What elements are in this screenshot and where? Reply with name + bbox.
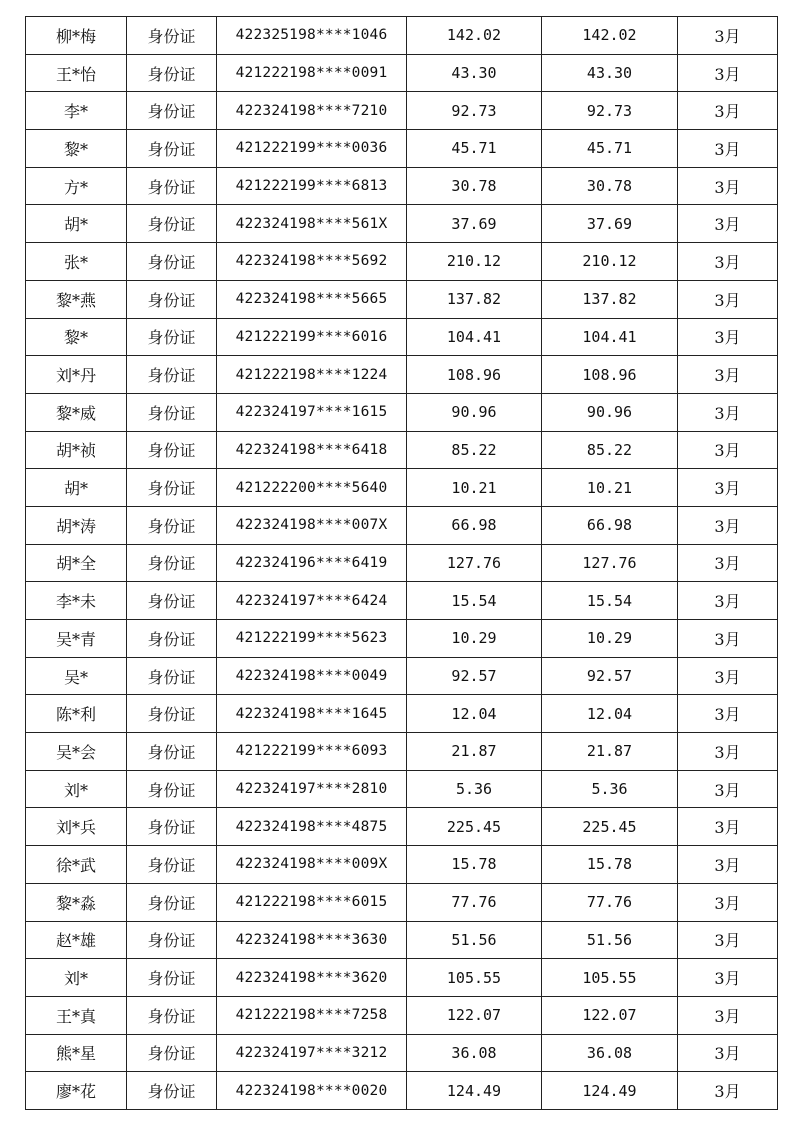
month-cell: 3月 [678,921,778,959]
name-cell: 柳*梅 [26,17,127,55]
name-cell: 黎*威 [26,393,127,431]
id-type-cell: 身份证 [127,356,217,394]
name-cell: 刘*丹 [26,356,127,394]
amount-confirmed-cell: 92.57 [542,657,678,695]
amount-confirmed-cell: 127.76 [542,544,678,582]
id-number-cell: 422324197****6424 [217,582,407,620]
id-number-cell: 422324198****3620 [217,959,407,997]
name-cell: 陈*利 [26,695,127,733]
amount-cell: 122.07 [407,996,542,1034]
amount-cell: 66.98 [407,506,542,544]
month-cell: 3月 [678,582,778,620]
month-cell: 3月 [678,506,778,544]
amount-confirmed-cell: 5.36 [542,770,678,808]
amount-confirmed-cell: 85.22 [542,431,678,469]
id-number-cell: 422324198****6418 [217,431,407,469]
amount-confirmed-cell: 142.02 [542,17,678,55]
month-cell: 3月 [678,205,778,243]
id-type-cell: 身份证 [127,1072,217,1110]
table-row [26,318,778,356]
month-cell: 3月 [678,431,778,469]
month-cell: 3月 [678,356,778,394]
amount-cell: 124.49 [407,1072,542,1110]
month-cell: 3月 [678,1034,778,1072]
id-number-cell: 422324198****3630 [217,921,407,959]
month-cell: 3月 [678,280,778,318]
id-type-cell: 身份证 [127,243,217,281]
name-cell: 刘* [26,959,127,997]
table-row [26,17,778,55]
amount-confirmed-cell: 92.73 [542,92,678,130]
table-row [26,921,778,959]
amount-cell: 225.45 [407,808,542,846]
amount-confirmed-cell: 10.29 [542,620,678,658]
name-cell: 方* [26,167,127,205]
table-row [26,657,778,695]
amount-cell: 10.29 [407,620,542,658]
month-cell: 3月 [678,657,778,695]
amount-confirmed-cell: 210.12 [542,243,678,281]
id-number-cell: 422324198****5665 [217,280,407,318]
month-cell: 3月 [678,544,778,582]
amount-cell: 210.12 [407,243,542,281]
records-table [25,16,778,1110]
name-cell: 胡* [26,469,127,507]
name-cell: 刘* [26,770,127,808]
id-number-cell: 421222199****6813 [217,167,407,205]
id-type-cell: 身份证 [127,883,217,921]
amount-confirmed-cell: 37.69 [542,205,678,243]
month-cell: 3月 [678,733,778,771]
month-cell: 3月 [678,846,778,884]
id-number-cell: 422324198****0049 [217,657,407,695]
table-row [26,431,778,469]
name-cell: 黎* [26,318,127,356]
table-row [26,54,778,92]
amount-cell: 104.41 [407,318,542,356]
month-cell: 3月 [678,1072,778,1110]
name-cell: 廖*花 [26,1072,127,1110]
month-cell: 3月 [678,620,778,658]
id-type-cell: 身份证 [127,393,217,431]
name-cell: 胡*全 [26,544,127,582]
id-type-cell: 身份证 [127,921,217,959]
amount-cell: 12.04 [407,695,542,733]
table-row [26,959,778,997]
name-cell: 吴* [26,657,127,695]
table-row [26,582,778,620]
id-number-cell: 421222199****0036 [217,130,407,168]
name-cell: 张* [26,243,127,281]
month-cell: 3月 [678,883,778,921]
id-number-cell: 421222200****5640 [217,469,407,507]
table-row [26,130,778,168]
month-cell: 3月 [678,318,778,356]
amount-confirmed-cell: 104.41 [542,318,678,356]
month-cell: 3月 [678,167,778,205]
amount-cell: 21.87 [407,733,542,771]
id-type-cell: 身份证 [127,17,217,55]
table-row [26,393,778,431]
amount-confirmed-cell: 124.49 [542,1072,678,1110]
id-number-cell: 422324197****3212 [217,1034,407,1072]
name-cell: 吴*会 [26,733,127,771]
name-cell: 胡*祯 [26,431,127,469]
id-number-cell: 422324198****009X [217,846,407,884]
id-type-cell: 身份证 [127,959,217,997]
amount-cell: 30.78 [407,167,542,205]
month-cell: 3月 [678,130,778,168]
amount-cell: 10.21 [407,469,542,507]
name-cell: 胡*涛 [26,506,127,544]
id-type-cell: 身份证 [127,167,217,205]
id-type-cell: 身份证 [127,544,217,582]
name-cell: 赵*雄 [26,921,127,959]
id-type-cell: 身份证 [127,733,217,771]
month-cell: 3月 [678,243,778,281]
id-number-cell: 421222199****6093 [217,733,407,771]
id-type-cell: 身份证 [127,92,217,130]
id-type-cell: 身份证 [127,1034,217,1072]
table-row [26,996,778,1034]
table-row [26,883,778,921]
id-number-cell: 422325198****1046 [217,17,407,55]
amount-cell: 15.78 [407,846,542,884]
id-type-cell: 身份证 [127,280,217,318]
table-row [26,506,778,544]
table-row [26,1072,778,1110]
id-type-cell: 身份证 [127,846,217,884]
id-type-cell: 身份证 [127,318,217,356]
table-row [26,846,778,884]
id-type-cell: 身份证 [127,469,217,507]
amount-cell: 90.96 [407,393,542,431]
name-cell: 黎* [26,130,127,168]
id-number-cell: 422324197****1615 [217,393,407,431]
table-row [26,92,778,130]
table-row [26,280,778,318]
id-type-cell: 身份证 [127,770,217,808]
table-row [26,243,778,281]
id-type-cell: 身份证 [127,808,217,846]
data-table-container [25,16,777,1110]
table-row [26,808,778,846]
month-cell: 3月 [678,959,778,997]
table-row [26,356,778,394]
amount-confirmed-cell: 77.76 [542,883,678,921]
month-cell: 3月 [678,996,778,1034]
amount-confirmed-cell: 137.82 [542,280,678,318]
id-number-cell: 421222198****6015 [217,883,407,921]
id-type-cell: 身份证 [127,657,217,695]
amount-confirmed-cell: 15.78 [542,846,678,884]
amount-confirmed-cell: 225.45 [542,808,678,846]
amount-confirmed-cell: 21.87 [542,733,678,771]
id-number-cell: 422324198****561X [217,205,407,243]
table-row [26,1034,778,1072]
month-cell: 3月 [678,808,778,846]
id-type-cell: 身份证 [127,582,217,620]
id-number-cell: 422324198****007X [217,506,407,544]
id-type-cell: 身份证 [127,620,217,658]
amount-cell: 92.73 [407,92,542,130]
amount-cell: 108.96 [407,356,542,394]
month-cell: 3月 [678,469,778,507]
name-cell: 熊*星 [26,1034,127,1072]
amount-cell: 15.54 [407,582,542,620]
amount-cell: 92.57 [407,657,542,695]
amount-confirmed-cell: 30.78 [542,167,678,205]
table-row [26,469,778,507]
table-row [26,620,778,658]
amount-cell: 85.22 [407,431,542,469]
id-type-cell: 身份证 [127,205,217,243]
amount-confirmed-cell: 108.96 [542,356,678,394]
amount-cell: 37.69 [407,205,542,243]
id-number-cell: 421222198****7258 [217,996,407,1034]
amount-confirmed-cell: 90.96 [542,393,678,431]
amount-cell: 43.30 [407,54,542,92]
amount-confirmed-cell: 43.30 [542,54,678,92]
id-number-cell: 421222198****0091 [217,54,407,92]
id-type-cell: 身份证 [127,431,217,469]
id-number-cell: 422324198****4875 [217,808,407,846]
amount-confirmed-cell: 51.56 [542,921,678,959]
id-number-cell: 422324198****5692 [217,243,407,281]
id-type-cell: 身份证 [127,996,217,1034]
month-cell: 3月 [678,770,778,808]
name-cell: 徐*武 [26,846,127,884]
amount-cell: 45.71 [407,130,542,168]
id-number-cell: 422324198****0020 [217,1072,407,1110]
amount-confirmed-cell: 122.07 [542,996,678,1034]
table-row [26,695,778,733]
id-type-cell: 身份证 [127,130,217,168]
table-row [26,770,778,808]
amount-confirmed-cell: 66.98 [542,506,678,544]
id-number-cell: 422324196****6419 [217,544,407,582]
id-number-cell: 421222199****5623 [217,620,407,658]
amount-cell: 51.56 [407,921,542,959]
amount-cell: 137.82 [407,280,542,318]
month-cell: 3月 [678,17,778,55]
id-type-cell: 身份证 [127,695,217,733]
amount-cell: 36.08 [407,1034,542,1072]
amount-confirmed-cell: 36.08 [542,1034,678,1072]
amount-cell: 77.76 [407,883,542,921]
table-body [26,17,778,1110]
amount-confirmed-cell: 10.21 [542,469,678,507]
id-number-cell: 421222199****6016 [217,318,407,356]
name-cell: 胡* [26,205,127,243]
name-cell: 李*未 [26,582,127,620]
name-cell: 吴*青 [26,620,127,658]
month-cell: 3月 [678,92,778,130]
name-cell: 王*怡 [26,54,127,92]
id-type-cell: 身份证 [127,506,217,544]
id-number-cell: 422324197****2810 [217,770,407,808]
name-cell: 刘*兵 [26,808,127,846]
amount-cell: 5.36 [407,770,542,808]
amount-confirmed-cell: 12.04 [542,695,678,733]
name-cell: 王*真 [26,996,127,1034]
id-type-cell: 身份证 [127,54,217,92]
month-cell: 3月 [678,54,778,92]
name-cell: 黎*燕 [26,280,127,318]
amount-confirmed-cell: 15.54 [542,582,678,620]
amount-cell: 142.02 [407,17,542,55]
amount-confirmed-cell: 105.55 [542,959,678,997]
table-row [26,205,778,243]
id-number-cell: 421222198****1224 [217,356,407,394]
table-row [26,544,778,582]
id-number-cell: 422324198****1645 [217,695,407,733]
table-row [26,733,778,771]
table-row [26,167,778,205]
month-cell: 3月 [678,695,778,733]
name-cell: 黎*淼 [26,883,127,921]
amount-confirmed-cell: 45.71 [542,130,678,168]
id-number-cell: 422324198****7210 [217,92,407,130]
amount-cell: 105.55 [407,959,542,997]
name-cell: 李* [26,92,127,130]
month-cell: 3月 [678,393,778,431]
amount-cell: 127.76 [407,544,542,582]
